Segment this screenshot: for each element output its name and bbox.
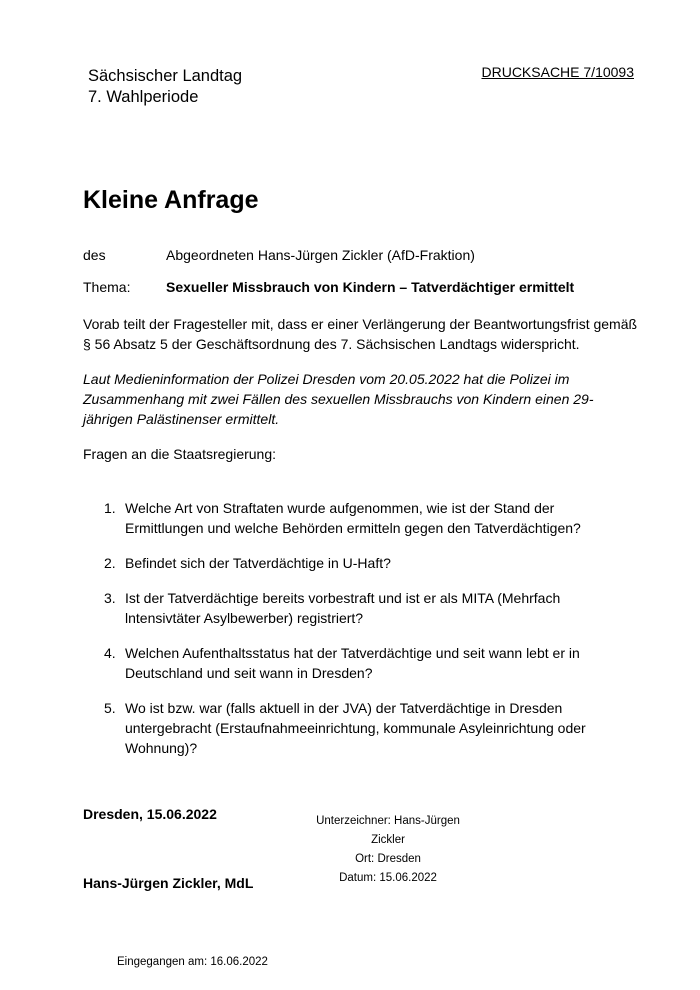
document-title: Kleine Anfrage: [83, 186, 259, 214]
questions-list: [104, 498, 624, 773]
author-label: des: [83, 247, 106, 263]
topic-row: [83, 277, 574, 297]
media-line: jährigen Palästinenser ermittelt.: [83, 411, 280, 427]
signature-line: Ort: Dresden: [355, 853, 421, 865]
author-row: [83, 245, 475, 265]
question-line: untergebracht (Erstaufnahmeeinrichtung, kommunale Asyleinrichtung oder: [125, 720, 586, 736]
question-line: Welche Art von Straftaten wurde aufgenommen, wie ist der Stand der: [125, 500, 555, 516]
question-item: [104, 498, 624, 538]
question-number: 5.: [104, 700, 116, 716]
question-line: Deutschland und seit wann in Dresden?: [125, 665, 373, 681]
electronic-signature-block: [300, 812, 476, 888]
signer-name: Hans-Jürgen Zickler, MdL: [83, 875, 254, 891]
intro-paragraph: [83, 314, 643, 354]
question-number: 3.: [104, 590, 116, 606]
question-line: lntensivtäter Asylbewerber) registriert?: [125, 610, 364, 626]
signature-line: Zickler: [371, 834, 405, 846]
topic-label: Thema:: [83, 279, 131, 295]
question-item: [104, 698, 624, 758]
received-date: Eingegangen am: 16.06.2022: [117, 956, 268, 968]
intro-line: § 56 Absatz 5 der Geschäftsordnung des 7. Sächsischen Landtags widerspricht.: [83, 336, 580, 352]
signature-line: Datum: 15.06.2022: [339, 872, 437, 884]
media-line: Zusammenhang mit zwei Fällen des sexuellen Missbrauchs von Kindern einen 29-: [83, 391, 594, 407]
intro-line: Vorab teilt der Fragesteller mit, dass er einer Verlängerung der Beantwortungsfrist gemäß: [83, 316, 638, 332]
media-paragraph: [83, 369, 643, 429]
place-date: Dresden, 15.06.2022: [83, 806, 217, 822]
question-line: Ist der Tatverdächtige bereits vorbestraft und ist er als MITA (Mehrfach: [125, 590, 561, 606]
question-line: Wohnung)?: [125, 740, 198, 756]
topic-value: Sexueller Missbrauch von Kindern – Tatverdächtiger ermittelt: [166, 279, 575, 295]
questions-intro: Fragen an die Staatsregierung:: [83, 446, 277, 462]
question-item: [104, 643, 624, 683]
parliament-header: [88, 66, 242, 108]
question-line: Befindet sich der Tatverdächtige in U-Haft?: [125, 555, 391, 571]
question-number: 2.: [104, 555, 116, 571]
question-item: [104, 553, 624, 573]
author-value: Abgeordneten Hans-Jürgen Zickler (AfD-Fraktion): [166, 247, 475, 263]
parliament-name: Sächsischer Landtag: [88, 67, 243, 85]
question-number: 1.: [104, 500, 116, 516]
question-item: [104, 588, 624, 628]
question-line: Ermittlungen und welche Behörden ermitteln gegen den Tatverdächtigen?: [125, 520, 581, 536]
question-number: 4.: [104, 645, 116, 661]
document-number: DRUCKSACHE 7/10093: [481, 64, 634, 80]
legislative-period: 7. Wahlperiode: [88, 88, 199, 106]
signature-line: Unterzeichner: Hans-Jürgen: [316, 815, 460, 827]
question-line: Welchen Aufenthaltsstatus hat der Tatverdächtige und seit wann lebt er in: [125, 645, 580, 661]
question-line: Wo ist bzw. war (falls aktuell in der JVA) der Tatverdächtige in Dresden: [125, 700, 563, 716]
media-line: Laut Medieninformation der Polizei Dresden vom 20.05.2022 hat die Polizei im: [83, 371, 570, 387]
